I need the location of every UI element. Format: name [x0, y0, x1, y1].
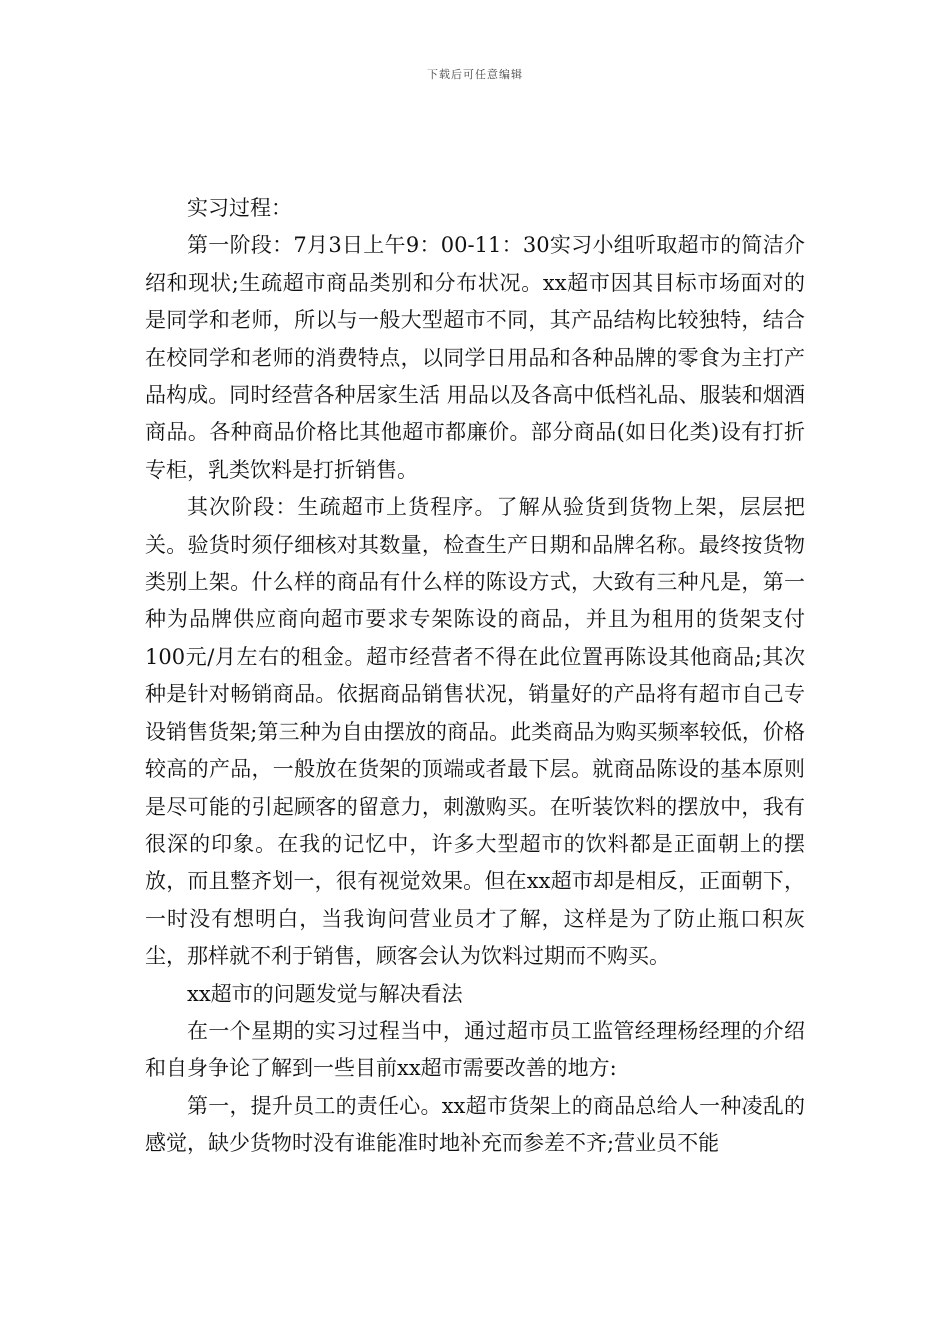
- paragraph-problems-intro: 在一个星期的实习过程当中，通过超市员工监管经理杨经理的介绍和自身争论了解到一些目前xx超市需要改善的地方:: [145, 1018, 805, 1081]
- paragraph-stage-one: 第一阶段：7月3日上午9：00-11：30实习小组听取超市的简洁介绍和现状;生疏超市商品类别和分布状况。xx超市因其目标市场面对的是同学和老师，所以与一般大型超市不同，其产品结构比较独特，结合在校同学和老师的消费特点，以同学日用品和各种品牌的零食为主打产品构成。同时经营各种居家生活 用品以及各高中低档礼品、服装和烟酒商品。各种商品价格比其他超市都廉价。部分商品(如日化类)设有打折专柜，乳类饮料是打折销售。: [145, 233, 805, 482]
- paragraph-first-improvement: 第一，提升员工的责任心。xx超市货架上的商品总给人一种凌乱的感觉，缺少货物时没有谁能准时地补充而参差不齐;营业员不能: [145, 1093, 805, 1156]
- paragraph-stage-two: 其次阶段：生疏超市上货程序。了解从验货到货物上架，层层把关。验货时须仔细核对其数量，检查生产日期和品牌名称。最终按货物类别上架。什么样的商品有什么样的陈设方式，大致有三种凡是，第一种为品牌供应商向超市要求专架陈设的商品，并且为租用的货架支付100元/月左右的租金。超市经营者不得在此位置再陈设其他商品;其次种是针对畅销商品。依据商品销售状况，销量好的产品将有超市自己专设销售货架;第三种为自由摆放的商品。此类商品为购买频率较低，价格较高的产品，一般放在货架的顶端或者最下层。就商品陈设的基本原则是尽可能的引起顾客的留意力，刺激购买。在听装饮料的摆放中，我有很深的印象。在我的记忆中，许多大型超市的饮料都是正面朝上的摆放，而且整齐划一，很有视觉效果。但在xx超市却是相反，正面朝下，一时没有想明白，当我询问营业员才了解，这样是为了防止瓶口积灰尘，那样就不利于销售，顾客会认为饮料过期而不购买。: [145, 495, 805, 969]
- section-heading-internship-process: 实习过程：: [187, 196, 292, 220]
- section-heading-problems: xx超市的问题发觉与解决看法: [187, 981, 463, 1006]
- page-header: 下载后可任意编辑: [427, 68, 523, 81]
- document-body: [145, 190, 805, 1163]
